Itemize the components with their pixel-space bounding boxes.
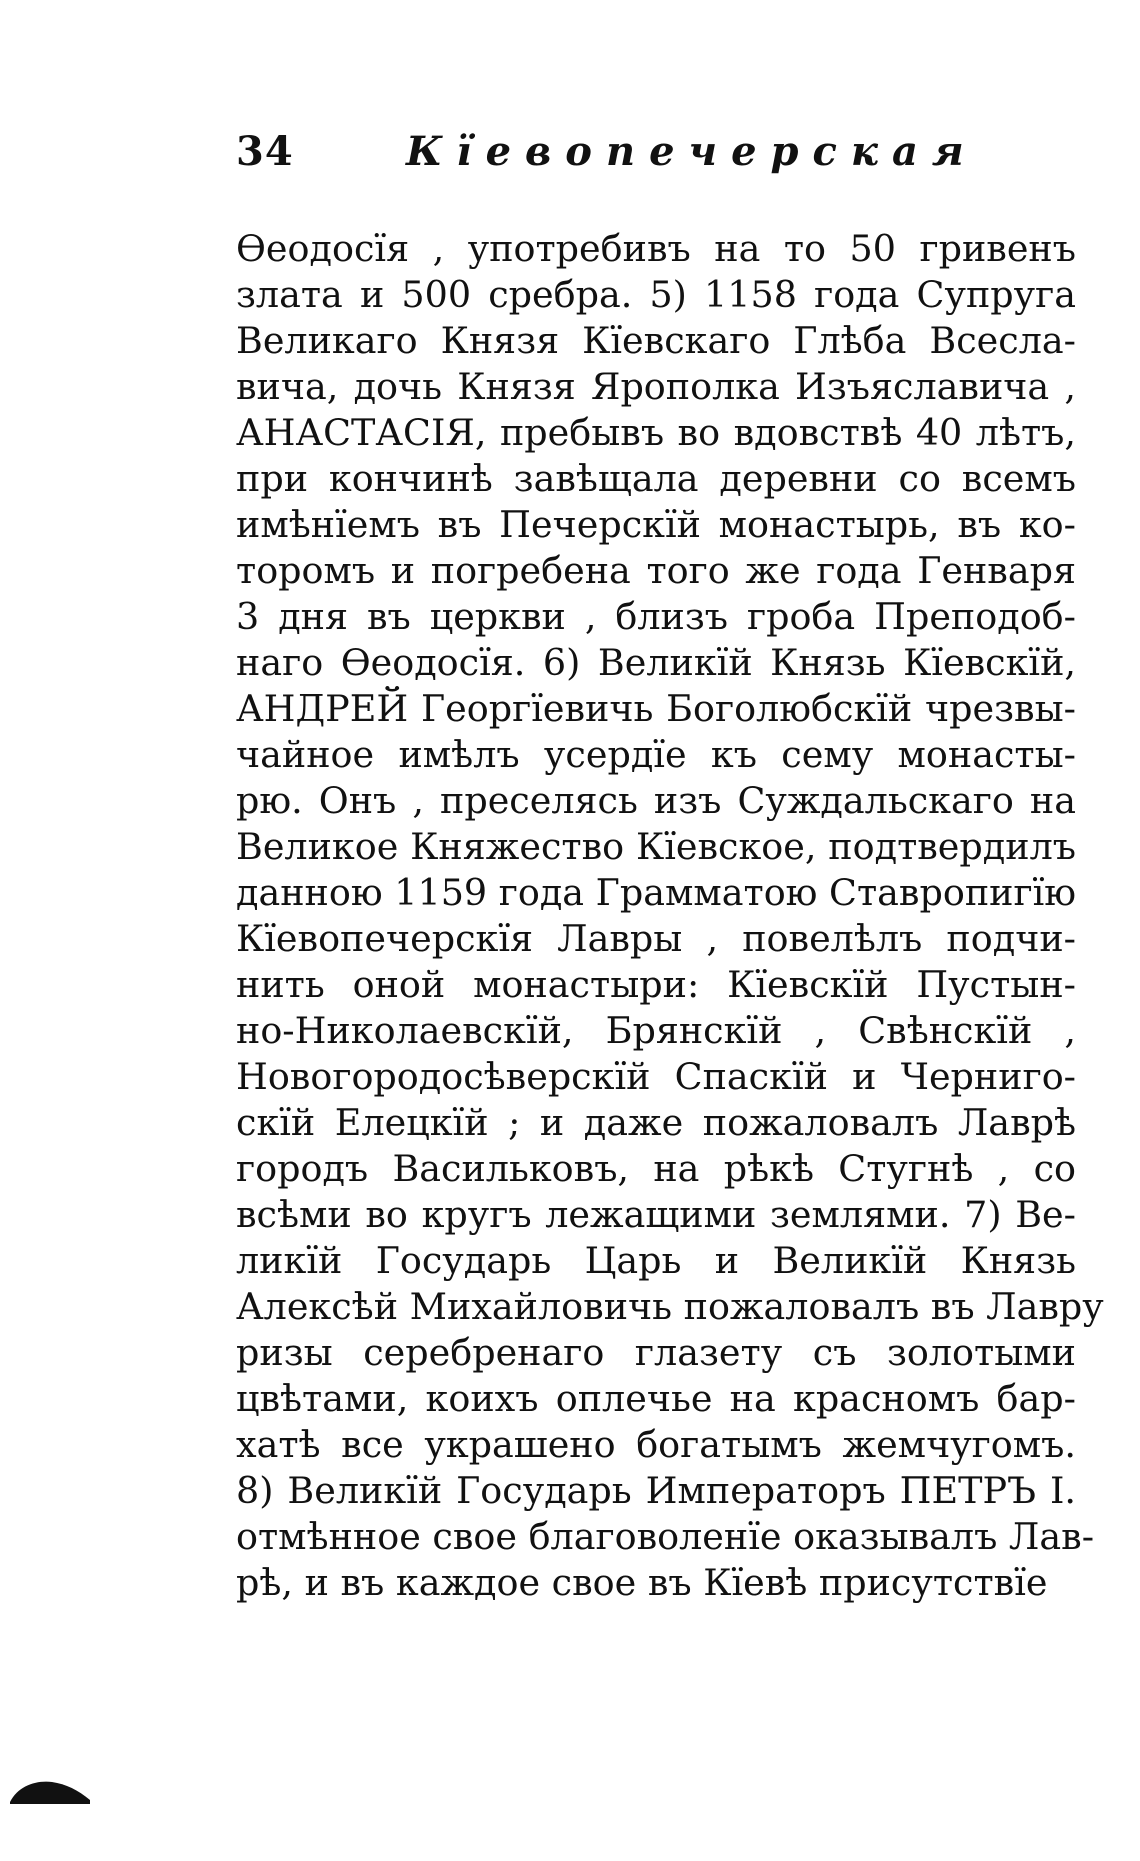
- text-line: Великое Княжество Кїевское, подтвердилъ: [236, 825, 1076, 868]
- text-line: АНАСТАСІЯ, пребывъ во вдовствѣ 40 лѣтъ,: [236, 411, 1076, 454]
- text-line: при кончинѣ завѣщала деревни со всемъ: [236, 457, 1076, 500]
- text-line: Ѳеодосїя , употребивъ на то 50 гривенъ: [236, 227, 1076, 270]
- text-line: ликїй Государь Царь и Великїй Князь: [236, 1239, 1076, 1282]
- text-line: 8) Великїй Государь Императоръ ПЕТРЪ I.: [236, 1469, 1076, 1512]
- text-line: хатѣ все украшено богатымъ жемчугомъ.: [236, 1423, 1076, 1466]
- text-line: всѣми во кругъ лежащими землями. 7) Ве-: [236, 1193, 1076, 1236]
- text-line: Новогородосѣверскїй Спаскїй и Черниго-: [236, 1055, 1076, 1098]
- page-number: 34: [236, 128, 294, 175]
- text-line: злата и 500 сребра. 5) 1158 года Супруга: [236, 273, 1076, 316]
- text-line: торомъ и погребена того же года Генваря: [236, 549, 1076, 592]
- text-line: скїй Елецкїй ; и даже пожаловалъ Лаврѣ: [236, 1101, 1076, 1144]
- text-line: рѣ, и въ каждое свое въ Кїевѣ присутствїе: [236, 1561, 1048, 1604]
- text-line: нить оной монастыри: Кїевскїй Пустын-: [236, 963, 1076, 1006]
- ink-smudge-mark: [8, 1778, 92, 1804]
- text-line: чайное имѣлъ усердїе къ сему монасты-: [236, 733, 1076, 776]
- body-text: [236, 226, 1104, 1606]
- text-line: отмѣнное свое благоволенїе оказывалъ Лав-: [236, 1515, 1095, 1558]
- text-line: АНДРЕЙ Георгїевичь Боголюбскїй чрезвы-: [236, 687, 1076, 730]
- text-line: имѣнїемъ въ Печерскїй монастырь, въ ко-: [236, 503, 1076, 546]
- text-line: но-Николаевскїй, Брянскїй , Свѣнскїй ,: [236, 1009, 1076, 1052]
- text-line: вича, дочь Князя Ярополка Изъяславича ,: [236, 365, 1076, 408]
- text-line: 3 дня въ церкви , близъ гроба Преподоб-: [236, 595, 1076, 638]
- text-line: Великаго Князя Кїевскаго Глѣба Всесла-: [236, 319, 1076, 362]
- text-line: ризы серебренаго глазету съ золотыми: [236, 1331, 1076, 1374]
- text-line: городъ Васильковъ, на рѣкѣ Стугнѣ , со: [236, 1147, 1076, 1190]
- page-header: [236, 128, 978, 175]
- text-line: данною 1159 года Грамматою Ставропигїю: [236, 871, 1077, 914]
- text-line: рю. Онъ , преселясь изъ Суждальскаго на: [236, 779, 1076, 822]
- text-line: Алексѣй Михайловичь пожаловалъ въ Лавру: [236, 1285, 1104, 1328]
- text-line: Кїевопечерскїя Лавры , повелѣлъ подчи-: [236, 917, 1076, 960]
- text-line: цвѣтами, коихъ оплечье на красномъ бар-: [236, 1377, 1076, 1420]
- text-line: наго Ѳеодосїя. 6) Великїй Князь Кїевскїй,: [236, 641, 1076, 684]
- running-title: Кїевопечерская: [406, 128, 978, 175]
